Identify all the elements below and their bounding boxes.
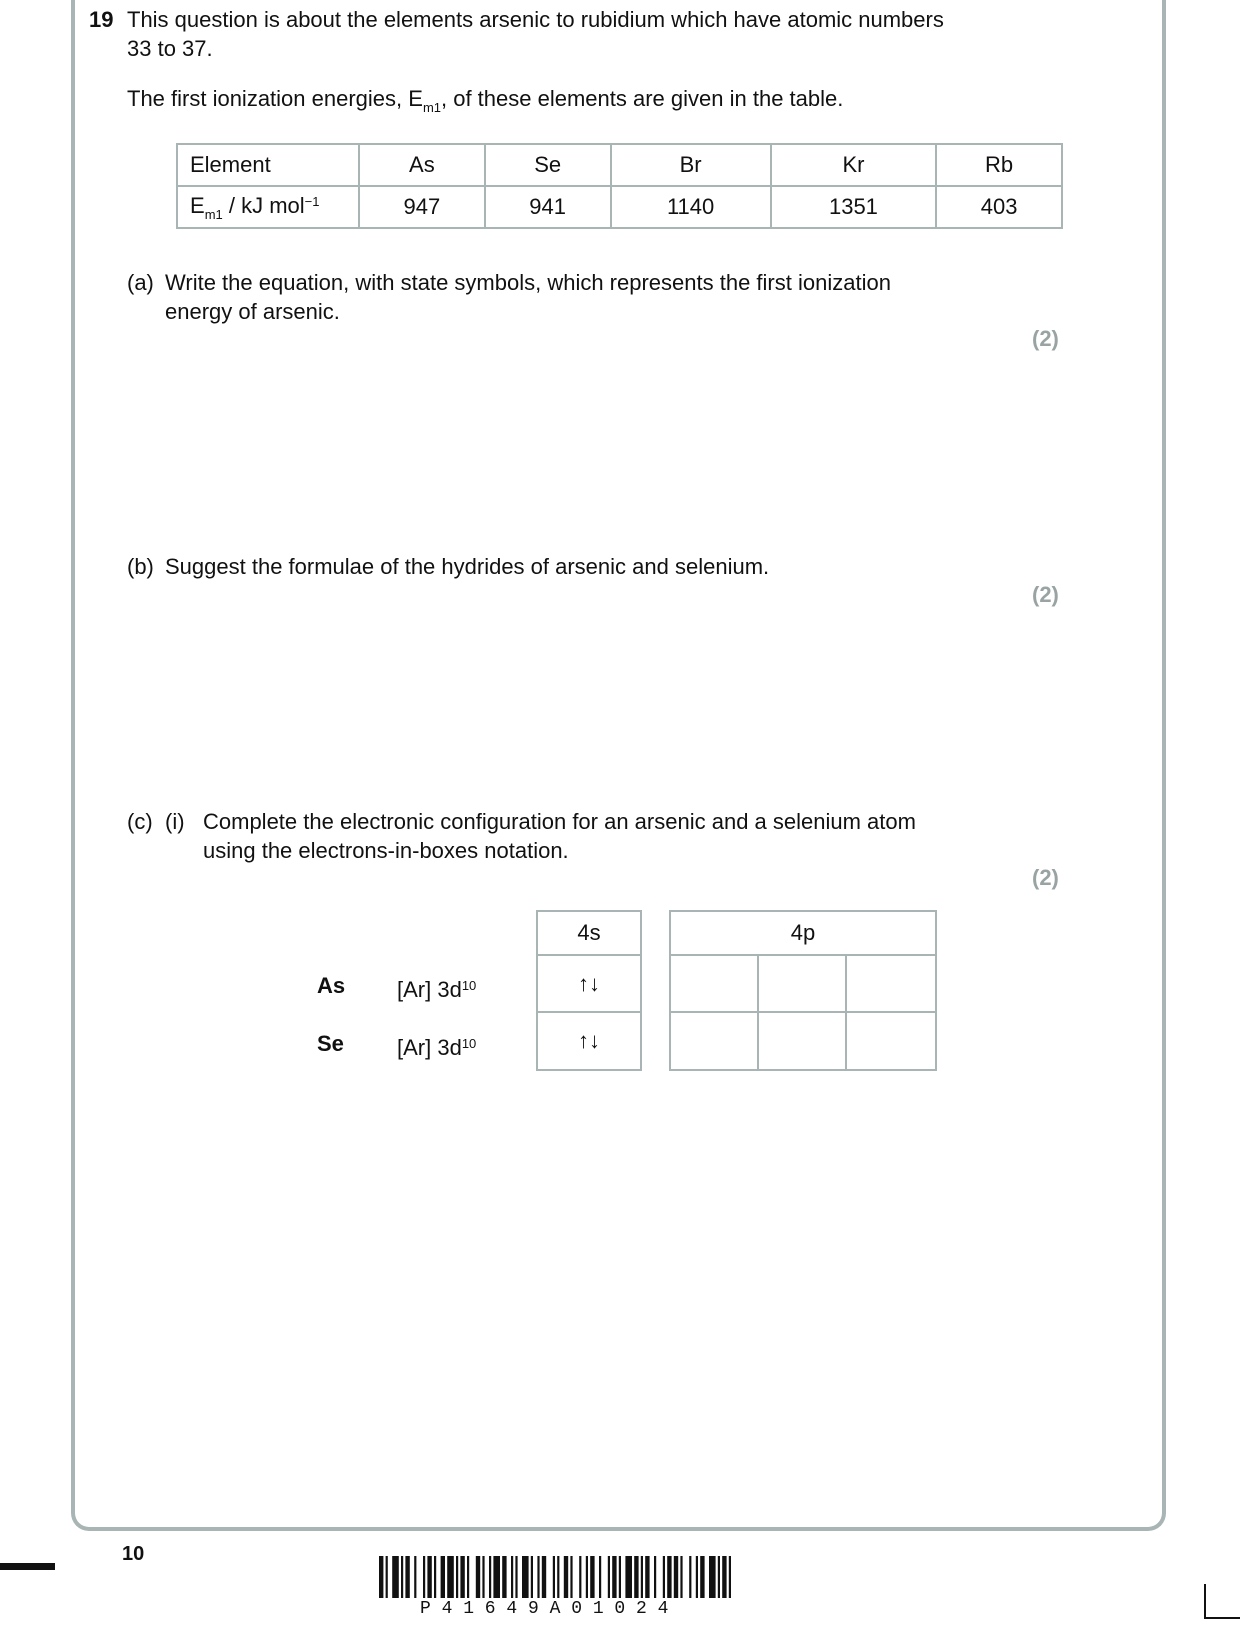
energy-cell: 1351 (771, 186, 937, 228)
table-intro-sub: m1 (422, 100, 441, 115)
table-intro-text-b: , of these elements are given in the table. (441, 86, 844, 111)
part-c-marks: (2) (1032, 865, 1059, 890)
as-4s-box: ↑↓ (536, 954, 642, 1013)
se-core-text: [Ar] 3d (397, 1035, 462, 1060)
row-se-core (397, 1029, 476, 1062)
header-4p: 4p (669, 910, 937, 956)
question-19-intro (89, 5, 113, 34)
part-a-text (165, 268, 891, 326)
as-4p-box-3[interactable] (845, 954, 937, 1013)
row-se-element: Se (317, 1031, 344, 1056)
barcode-image (379, 1556, 863, 1598)
part-c-sublabel: (i) (165, 809, 185, 834)
se-core-sup: 10 (461, 1036, 477, 1051)
part-b-marks: (2) (1032, 582, 1059, 607)
energy-sup: −1 (304, 193, 320, 209)
header-energy (177, 186, 359, 228)
row-as-element: As (317, 973, 346, 998)
as-4p-box-1[interactable] (669, 954, 759, 1013)
crop-mark-vertical (1204, 1584, 1206, 1619)
page-number: 10 (122, 1543, 145, 1565)
element-cell: Se (485, 144, 611, 186)
part-b-answer-area[interactable] (127, 615, 1057, 775)
part-a-marks: (2) (1032, 326, 1059, 351)
part-a-line-2: energy of arsenic. (165, 299, 340, 324)
energy-cell: 947 (359, 186, 485, 228)
as-core-text: [Ar] 3d (397, 977, 462, 1002)
element-cell: Rb (936, 144, 1062, 186)
part-b-text: Suggest the formulae of the hydrides of arsenic and selenium. (165, 554, 770, 579)
barcode-text: P 4 1 6 4 9 A 0 1 0 2 4 (420, 1599, 669, 1619)
part-c-line-2: using the electrons-in-boxes notation. (203, 838, 569, 863)
energy-cell: 941 (485, 186, 611, 228)
part-a-line-1: Write the equation, with state symbols, which represents the first ionization (165, 270, 891, 295)
part-b-label: (b) (127, 554, 154, 579)
part-c-text (203, 807, 916, 865)
intro-line-2: 33 to 37. (127, 36, 213, 61)
question-intro-text (127, 5, 944, 63)
as-core-sup: 10 (461, 978, 477, 993)
energy-cell: 1140 (611, 186, 771, 228)
energy-cell: 403 (936, 186, 1062, 228)
intro-line-1: This question is about the elements arsenic to rubidium which have atomic numbers (127, 7, 944, 32)
part-c-line-1: Complete the electronic configuration for an arsenic and a selenium atom (203, 809, 916, 834)
element-cell: Kr (771, 144, 937, 186)
ionization-energy-table (176, 143, 1063, 229)
element-cell: As (359, 144, 485, 186)
header-element: Element (177, 144, 359, 186)
energy-symbol: E (190, 192, 205, 218)
table-row-elements (177, 144, 1062, 186)
as-4p-box-2[interactable] (757, 954, 847, 1013)
question-number: 19 (89, 7, 114, 32)
margin-bar (0, 1563, 55, 1570)
energy-sub: m1 (204, 206, 223, 222)
part-c-label: (c) (127, 809, 153, 834)
table-row-energies (177, 186, 1062, 228)
se-4p-box-2[interactable] (757, 1011, 847, 1071)
se-4s-box: ↑↓ (536, 1011, 642, 1071)
element-cell: Br (611, 144, 771, 186)
table-intro (127, 84, 843, 122)
energy-unit: / kJ mol (222, 192, 305, 218)
se-4p-box-3[interactable] (845, 1011, 937, 1071)
crop-mark-horizontal (1204, 1617, 1240, 1619)
header-4s: 4s (536, 910, 642, 956)
row-as-core (397, 971, 476, 1004)
table-intro-text-a: The first ionization energies, E (127, 86, 423, 111)
part-a-answer-area[interactable] (127, 360, 1057, 510)
se-4p-box-1[interactable] (669, 1011, 759, 1071)
part-a-label: (a) (127, 270, 154, 295)
